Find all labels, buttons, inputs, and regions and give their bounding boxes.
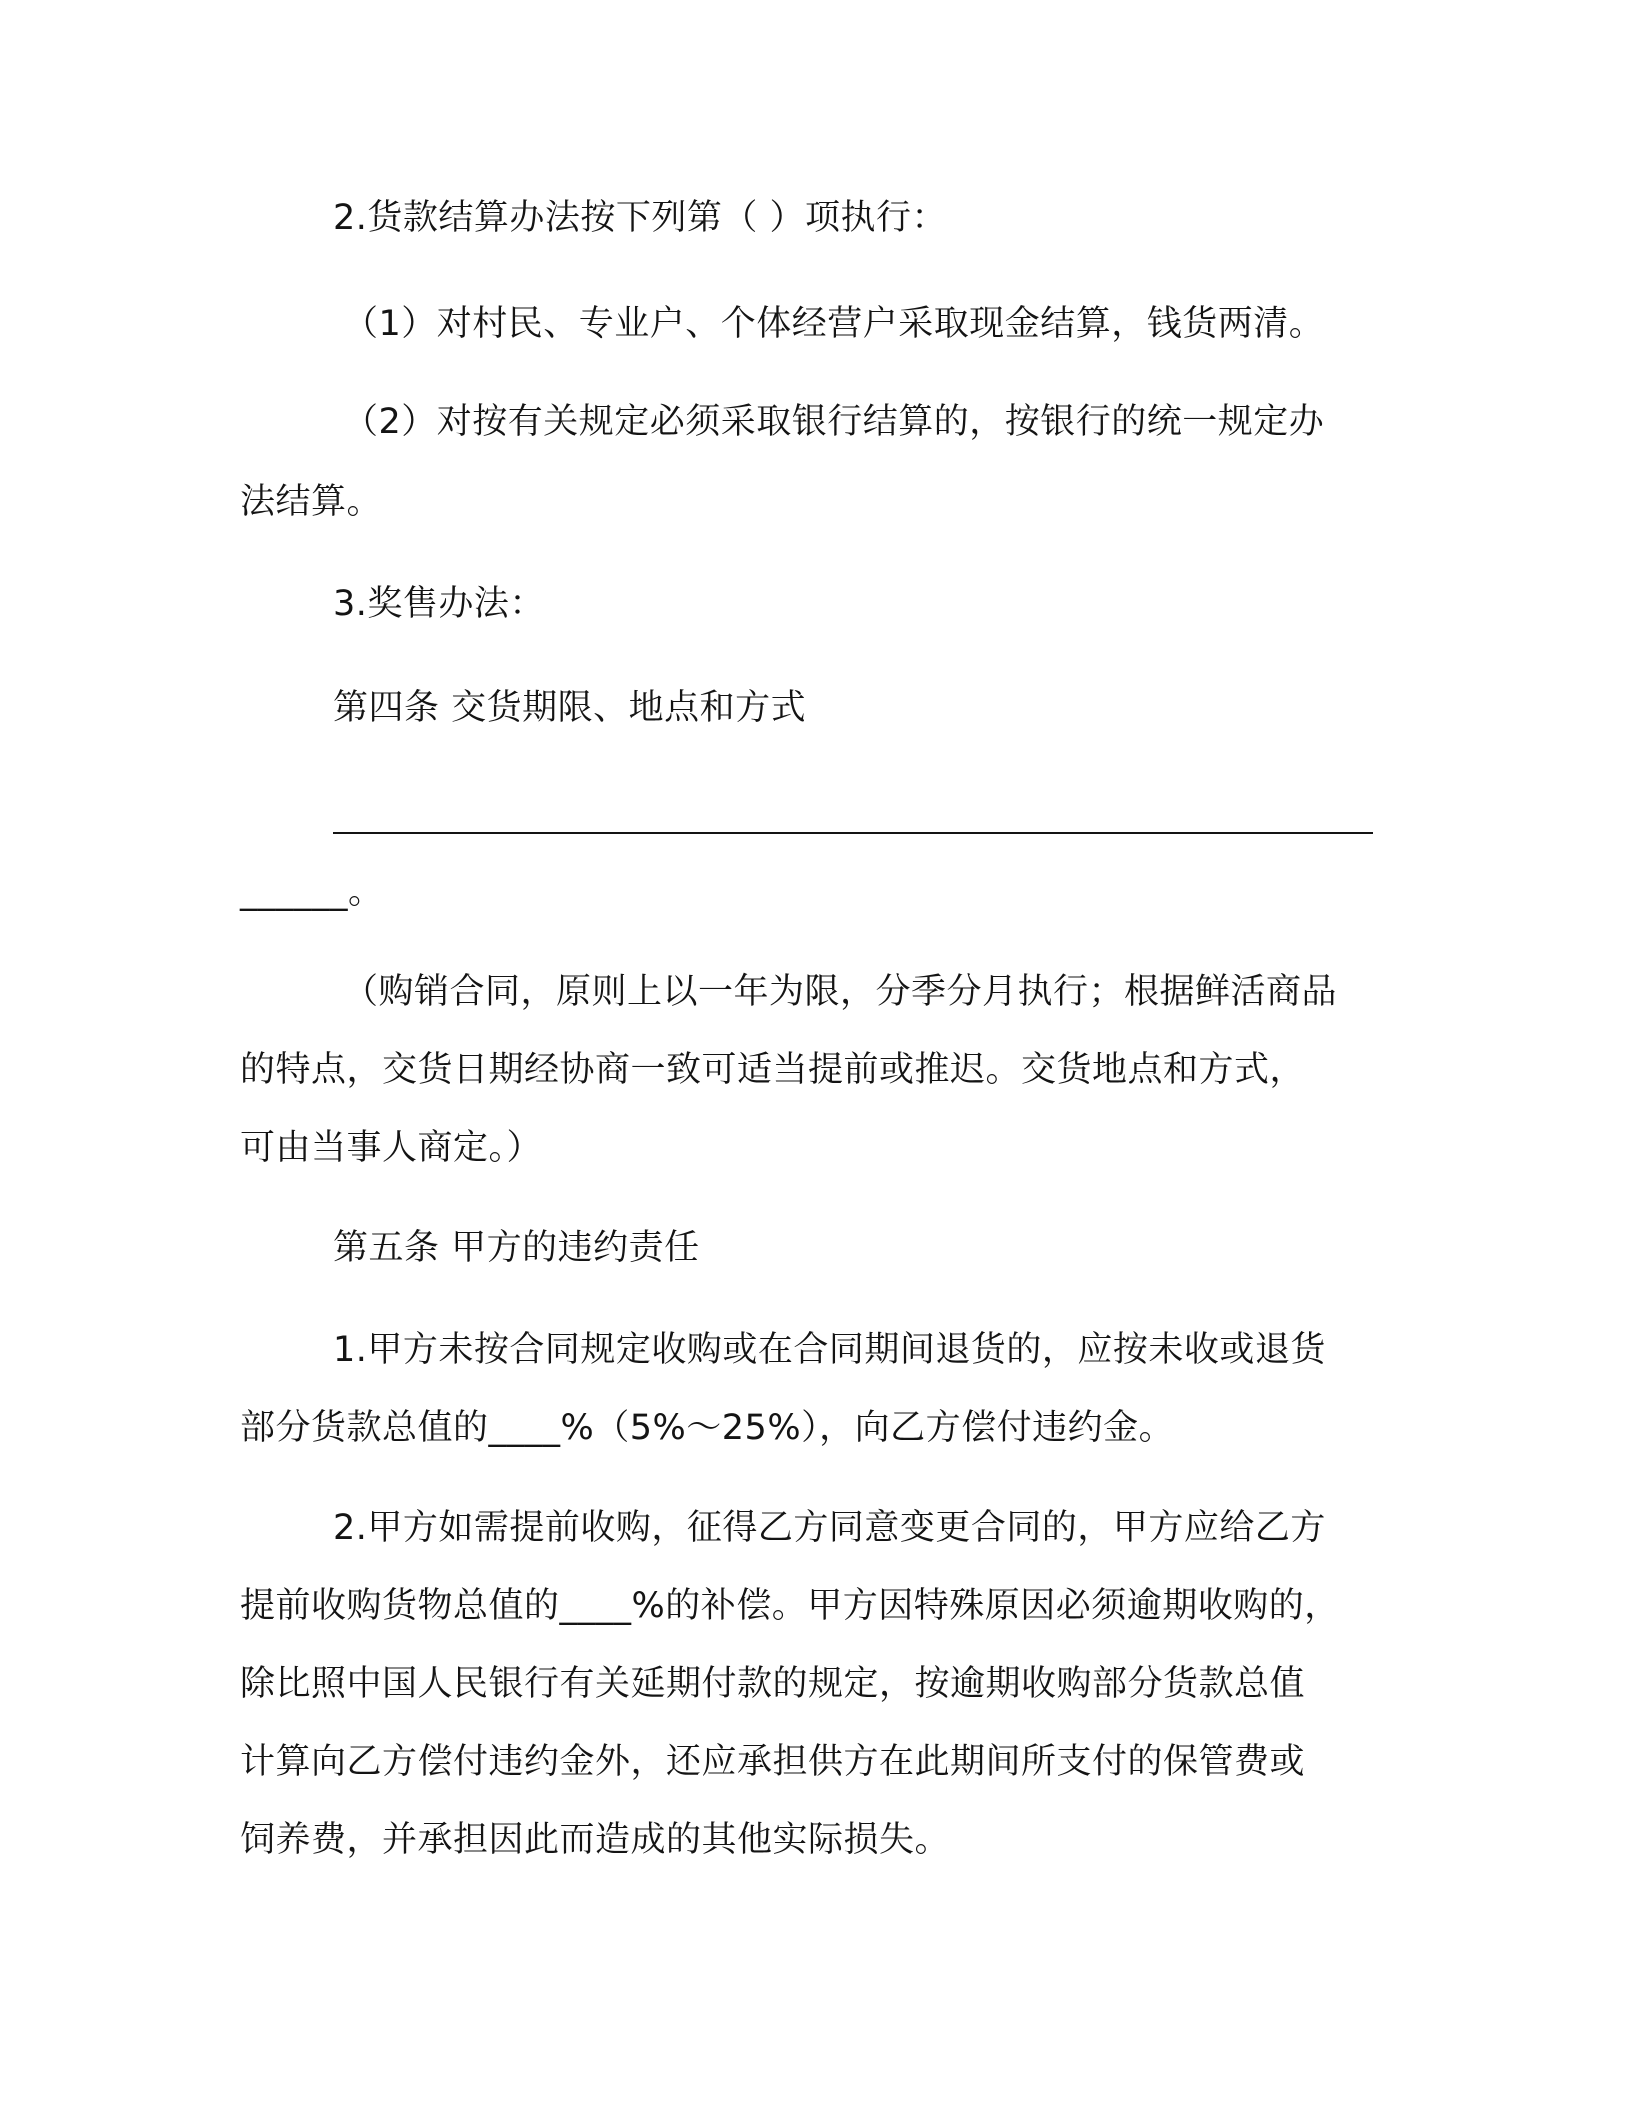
article-4-note-line-2: 的特点，交货日期经协商一致可适当提前或推迟。交货地点和方式， [240,1050,1306,1090]
article-5-clause-2-line-2: 提前收购货物总值的____%的补偿。甲方因特殊原因必须逾期收购的， [240,1586,1340,1626]
article-5-clause-2-line-1: 2.甲方如需提前收购，征得乙方同意变更合同的，甲方应给乙方 [333,1508,1326,1548]
article-5-heading: 第五条 甲方的违约责任 [333,1228,700,1268]
article-5-clause-1-line-1: 1.甲方未按合同规定收购或在合同期间退货的，应按未收或退货 [333,1330,1326,1370]
fill-in-blank-end: ______。 [240,872,384,912]
clause-payment-method: 2.货款结算办法按下列第（ ）项执行： [333,198,948,238]
article-4-note-line-3: 可由当事人商定。） [240,1128,543,1168]
article-5-clause-2-line-3: 除比照中国人民银行有关延期付款的规定，按逾期收购部分货款总值 [240,1664,1306,1704]
fill-in-blank-line [333,832,1373,834]
article-5-clause-2-line-4: 计算向乙方偿付违约金外，还应承担供方在此期间所支付的保管费或 [240,1742,1306,1782]
article-5-clause-2-line-5: 饲养费，并承担因此而造成的其他实际损失。 [240,1820,951,1860]
clause-sales-reward: 3.奖售办法： [333,584,545,624]
payment-option-2-line-2: 法结算。 [240,482,383,522]
article-4-note-line-1: （购销合同，原则上以一年为限，分季分月执行；根据鲜活商品 [343,972,1338,1012]
article-5-clause-1-line-2: 部分货款总值的____%（5%～25%），向乙方偿付违约金。 [240,1408,1175,1448]
payment-option-1: （1）对村民、专业户、个体经营户采取现金结算，钱货两清。 [343,304,1325,344]
payment-option-2-line-1: （2）对按有关规定必须采取银行结算的，按银行的统一规定办 [343,402,1325,442]
article-4-heading: 第四条 交货期限、地点和方式 [333,688,807,728]
